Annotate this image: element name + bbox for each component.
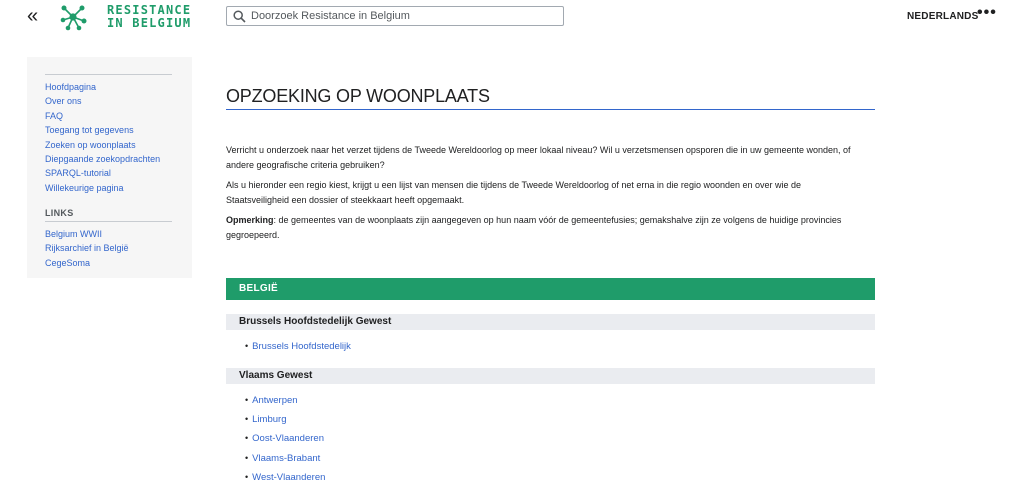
sidebar-item-toegang[interactable]: Toegang tot gegevens	[45, 125, 134, 136]
province-link[interactable]: Antwerpen	[252, 395, 298, 406]
region-list	[245, 337, 351, 356]
list-item	[245, 391, 325, 410]
sidebar-link-belgium-wwii[interactable]: Belgium WWII	[45, 229, 103, 239]
province-link[interactable]: Brussels Hoofdstedelijk	[252, 341, 351, 352]
sidebar-item-faq[interactable]: FAQ	[45, 110, 64, 121]
province-link[interactable]: Vlaams-Brabant	[252, 452, 321, 464]
sidebar-divider	[45, 221, 172, 222]
collapse-sidebar-button[interactable]: «	[27, 5, 39, 27]
region-header	[226, 314, 875, 330]
note-paragraph	[226, 213, 866, 243]
list-item	[245, 410, 325, 429]
country-banner	[226, 278, 875, 300]
sidebar-external-links	[45, 227, 129, 270]
sidebar-links-heading: LINKS	[45, 208, 74, 218]
list-item	[245, 337, 351, 356]
province-link[interactable]: Oost-Vlaanderen	[252, 433, 324, 445]
logo-line-2: IN BELGIUM	[107, 16, 192, 30]
country-banner-label: BELGIË	[239, 283, 279, 294]
note-text: : de gemeentes van de woonplaats zijn aangegeven op hun naam vóór de gemeentefusies; gemakshalve zijn ze volgens de huidige provincies gegroepeerd.	[226, 215, 842, 240]
sidebar-item-sparql[interactable]: SPARQL-tutorial	[45, 168, 111, 179]
list-item	[245, 449, 325, 468]
province-link[interactable]: West-Vlaanderen	[252, 471, 326, 483]
sidebar-item-diepgaande[interactable]: Diepgaande zoekopdrachten	[45, 154, 161, 165]
sidebar-item-zoeken-woonplaats[interactable]: Zoeken op woonplaats	[45, 139, 136, 150]
sidebar	[27, 57, 192, 278]
explanation-paragraph: Als u hieronder een regio kiest, krijgt u een lijst van mensen die tijdens de Tweede Wereldoorlog of net erna in die regio woonden en over wie de Staatsveiligheid een dossier of steekkaart heeft opgemaakt.	[226, 180, 802, 205]
region-header-label: Vlaams Gewest	[239, 370, 313, 381]
sidebar-nav	[45, 80, 160, 195]
title-divider	[226, 109, 875, 110]
more-options-icon[interactable]: •••	[977, 4, 997, 21]
sidebar-link-cegesoma[interactable]: CegeSoma	[45, 257, 91, 268]
region-header-label: Brussels Hoofdstedelijk Gewest	[239, 316, 392, 327]
sidebar-item-hoofdpagina[interactable]: Hoofdpagina	[45, 82, 97, 92]
region-header	[226, 368, 875, 384]
search-box[interactable]	[226, 6, 564, 26]
search-input[interactable]	[251, 7, 551, 25]
page-title: OPZOEKING OP WOONPLAATS	[226, 86, 490, 106]
sidebar-item-over-ons[interactable]: Over ons	[45, 96, 82, 107]
list-item	[245, 429, 325, 448]
province-link[interactable]: Limburg	[252, 414, 287, 426]
logo-line-1: RESISTANCE	[107, 3, 192, 17]
search-icon	[233, 10, 246, 23]
language-button[interactable]: NEDERLANDS	[907, 11, 979, 22]
note-label: Opmerking	[226, 215, 274, 225]
sidebar-divider	[45, 74, 172, 75]
sidebar-item-willekeurige[interactable]: Willekeurige pagina	[45, 182, 124, 193]
list-item	[245, 468, 325, 487]
site-logo-text[interactable]	[107, 4, 191, 30]
network-logo-icon[interactable]	[58, 3, 88, 31]
region-list	[245, 391, 325, 487]
sidebar-link-rijksarchief[interactable]: Rijksarchief in België	[45, 243, 129, 254]
intro-paragraph: Verricht u onderzoek naar het verzet tijdens de Tweede Wereldoorlog op meer lokaal niveau? Wil u verzetsmensen opsporen die in uw gemeente wonden, of andere geografische criteria gebruiken?	[226, 145, 851, 170]
